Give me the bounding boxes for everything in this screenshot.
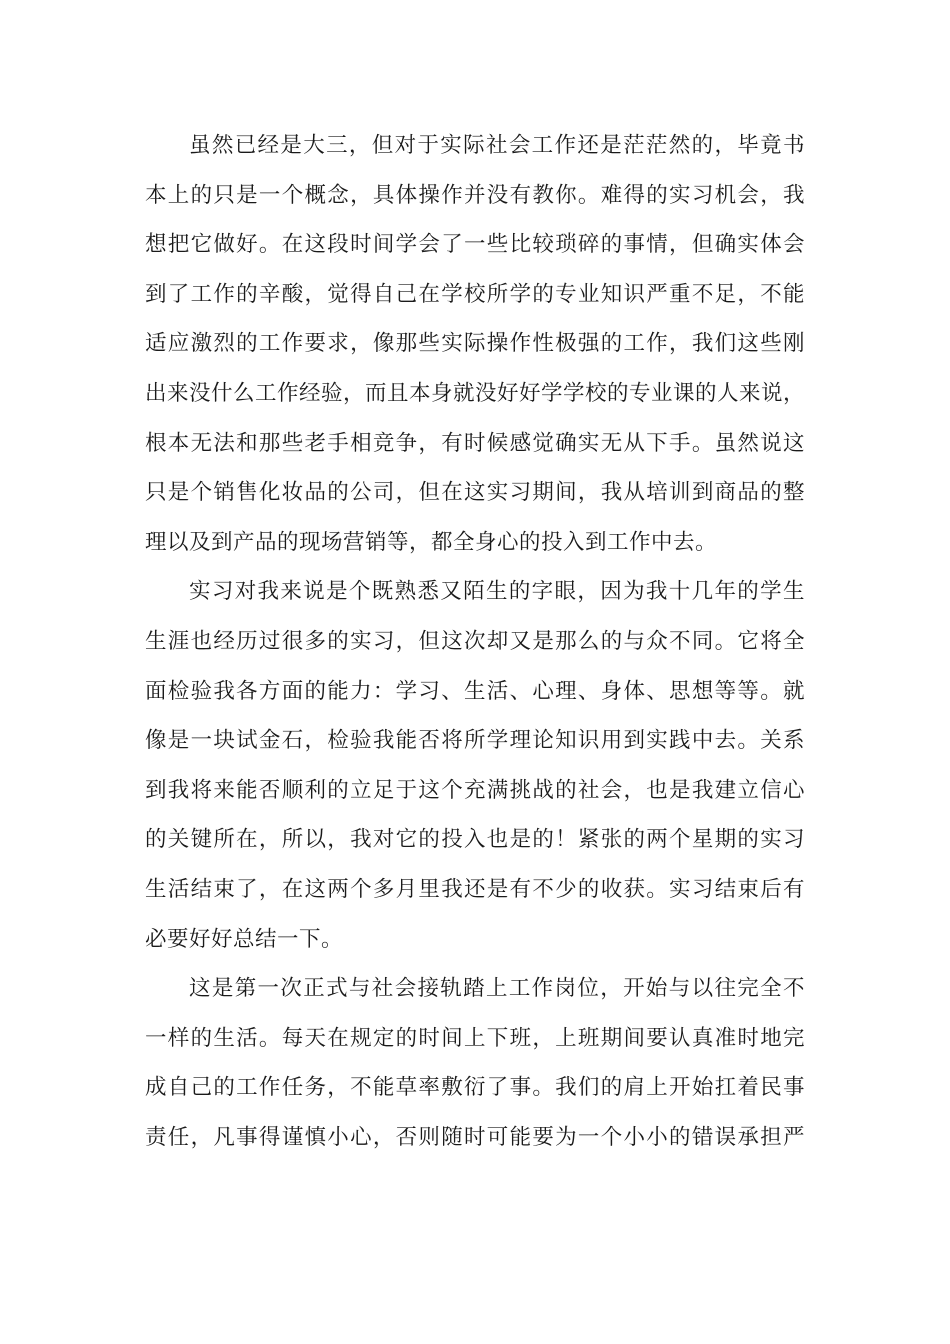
text-line: 成自己的工作任务，不能草率敷衍了事。我们的肩上开始扛着民事 [145,1075,805,1101]
text-line: 生活结束了，在这两个多月里我还是有不少的收获。实习结束后有 [145,876,805,902]
text-line: 必要好好总结一下。 [145,926,344,952]
paragraph-2 [145,572,805,969]
text-line: 出来没什么工作经验，而且本身就没好好学学校的专业课的人来说， [145,380,806,406]
text-line: 像是一块试金石，检验我能否将所学理论知识用到实践中去。关系 [145,728,805,754]
text-line: 实习对我来说是个既熟悉又陌生的字眼，因为我十几年的学生 [189,579,805,605]
text-line: 适应激烈的工作要求，像那些实际操作性极强的工作，我们这些刚 [145,331,805,357]
text-line: 只是个销售化妆品的公司，但在这实习期间，我从培训到商品的整 [145,480,805,506]
text-line: 想把它做好。在这段时间学会了一些比较琐碎的事情，但确实体会 [145,232,805,258]
text-line: 到我将来能否顺利的立足于这个充满挑战的社会，也是我建立信心 [145,777,805,803]
text-line: 虽然已经是大三，但对于实际社会工作还是茫茫然的，毕竟书 [189,133,805,158]
text-line: 面检验我各方面的能力：学习、生活、心理、身体、思想等等。就 [145,678,805,704]
text-line: 这是第一次正式与社会接轨踏上工作岗位，开始与以往完全不 [189,976,805,1002]
text-line: 生涯也经历过很多的实习，但这次却又是那么的与众不同。它将全 [145,628,805,654]
text-line: 本上的只是一个概念，具体操作并没有教你。难得的实习机会，我 [145,182,805,208]
text-line: 根本无法和那些老手相竞争，有时候感觉确实无从下手。虽然说这 [145,430,805,456]
text-line: 理以及到产品的现场营销等，都全身心的投入到工作中去。 [145,529,718,555]
paragraph-3 [145,969,805,1167]
text-line: 责任，凡事得谨慎小心，否则随时可能要为一个小小的错误承担严 [145,1124,805,1150]
document-body [145,126,805,1167]
text-line: 的关键所在，所以，我对它的投入也是的！紧张的两个星期的实习 [145,827,805,853]
text-line: 一样的生活。每天在规定的时间上下班，上班期间要认真准时地完 [145,1025,805,1051]
text-line: 到了工作的辛酸，觉得自己在学校所学的专业知识严重不足，不能 [145,281,805,307]
paragraph-1 [145,126,805,572]
